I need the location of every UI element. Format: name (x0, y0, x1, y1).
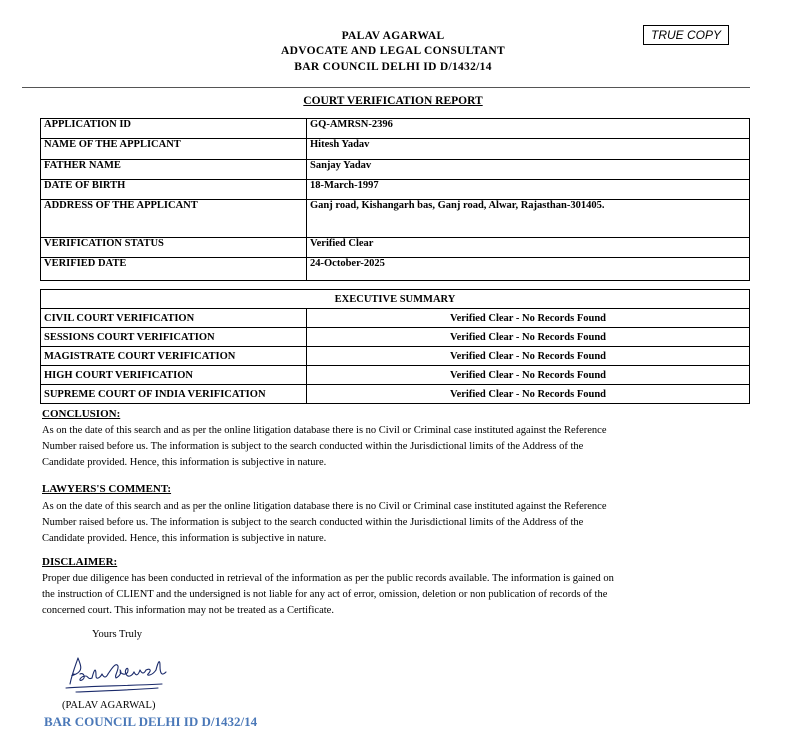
table-row (41, 238, 750, 258)
conclusion-line: As on the date of this search and as per the online litigation database there is no Civil or Criminal case instituted against the Reference (42, 425, 607, 436)
row-value: Verified Clear - No Records Found (307, 347, 750, 366)
row-value: Ganj road, Kishangarh bas, Ganj road, Alwar, Rajasthan-301405. (307, 200, 750, 238)
disclaimer-heading: DISCLAIMER: (42, 556, 118, 568)
table-row (41, 119, 750, 139)
conclusion-heading: CONCLUSION: (42, 408, 121, 420)
signatory-name: (PALAV AGARWAL) (62, 700, 156, 711)
table-row (41, 309, 750, 328)
lawyers-comment-line: Number raised before us. The information is subject to the search conducted within the Jurisdictional limits of the Address of the (42, 517, 584, 528)
row-value: Sanjay Yadav (307, 160, 750, 180)
lawyers-comment-line: As on the date of this search and as per the online litigation database there is no Civil or Criminal case instituted against the Reference (42, 501, 607, 512)
lawyers-comment-line: Candidate provided. Hence, this information is subjective in nature. (42, 533, 327, 544)
row-value: Verified Clear - No Records Found (307, 309, 750, 328)
table-row (41, 347, 750, 366)
row-value: 24-October-2025 (307, 258, 750, 281)
executive-summary-table (40, 289, 750, 404)
row-value: GQ-AMRSN-2396 (307, 119, 750, 139)
advocate-designation: ADVOCATE AND LEGAL CONSULTANT (281, 45, 505, 57)
row-label: DATE OF BIRTH (41, 180, 307, 200)
applicant-details-table (40, 118, 750, 281)
closing-salutation: Yours Truly (92, 629, 143, 640)
conclusion-line: Number raised before us. The information is subject to the search conducted within the Jurisdictional limits of the Address of the (42, 441, 584, 452)
table-row (41, 160, 750, 180)
row-value: Verified Clear (307, 238, 750, 258)
table-row (41, 328, 750, 347)
row-value: Verified Clear - No Records Found (307, 385, 750, 404)
table-row (41, 290, 750, 309)
report-title: COURT VERIFICATION REPORT (303, 95, 483, 107)
disclaimer-line: Proper due diligence has been conducted in retrieval of the information as per the public records available. The information is gained on (42, 573, 614, 584)
row-label: MAGISTRATE COURT VERIFICATION (41, 347, 307, 366)
row-label: ADDRESS OF THE APPLICANT (41, 200, 307, 238)
table-row (41, 180, 750, 200)
header-bar-id: BAR COUNCIL DELHI ID D/1432/14 (294, 61, 492, 73)
lawyers-comment-heading: LAWYERS'S COMMENT: (42, 483, 172, 495)
signoff-bar-id: BAR COUNCIL DELHI ID D/1432/14 (44, 714, 258, 729)
table-row (41, 139, 750, 160)
header-divider (22, 87, 750, 88)
disclaimer-line: concerned court. This information may not be treated as a Certificate. (42, 605, 334, 616)
table-row (41, 366, 750, 385)
true-copy-stamp: TRUE COPY (643, 25, 729, 45)
row-label: HIGH COURT VERIFICATION (41, 366, 307, 385)
executive-summary-title: EXECUTIVE SUMMARY (41, 290, 750, 309)
lawyers-comment-text (42, 499, 742, 547)
disclaimer-line: the instruction of CLIENT and the undersigned is not liable for any act of error, omission, deletion or non publication of records of the (42, 589, 608, 600)
disclaimer-text (42, 571, 742, 619)
table-row (41, 385, 750, 404)
row-label: VERIFIED DATE (41, 258, 307, 281)
row-label: NAME OF THE APPLICANT (41, 139, 307, 160)
advocate-name: PALAV AGARWAL (341, 30, 445, 42)
conclusion-text (42, 423, 742, 471)
row-label: VERIFICATION STATUS (41, 238, 307, 258)
row-label: APPLICATION ID (41, 119, 307, 139)
row-value: Verified Clear - No Records Found (307, 366, 750, 385)
conclusion-line: Candidate provided. Hence, this information is subjective in nature. (42, 457, 327, 468)
row-label: SUPREME COURT OF INDIA VERIFICATION (41, 385, 307, 404)
row-value: Hitesh Yadav (307, 139, 750, 160)
table-row (41, 258, 750, 281)
row-label: CIVIL COURT VERIFICATION (41, 309, 307, 328)
signature-image (62, 648, 174, 696)
row-value: Verified Clear - No Records Found (307, 328, 750, 347)
row-label: FATHER NAME (41, 160, 307, 180)
row-label: SESSIONS COURT VERIFICATION (41, 328, 307, 347)
row-value: 18-March-1997 (307, 180, 750, 200)
table-row (41, 200, 750, 238)
